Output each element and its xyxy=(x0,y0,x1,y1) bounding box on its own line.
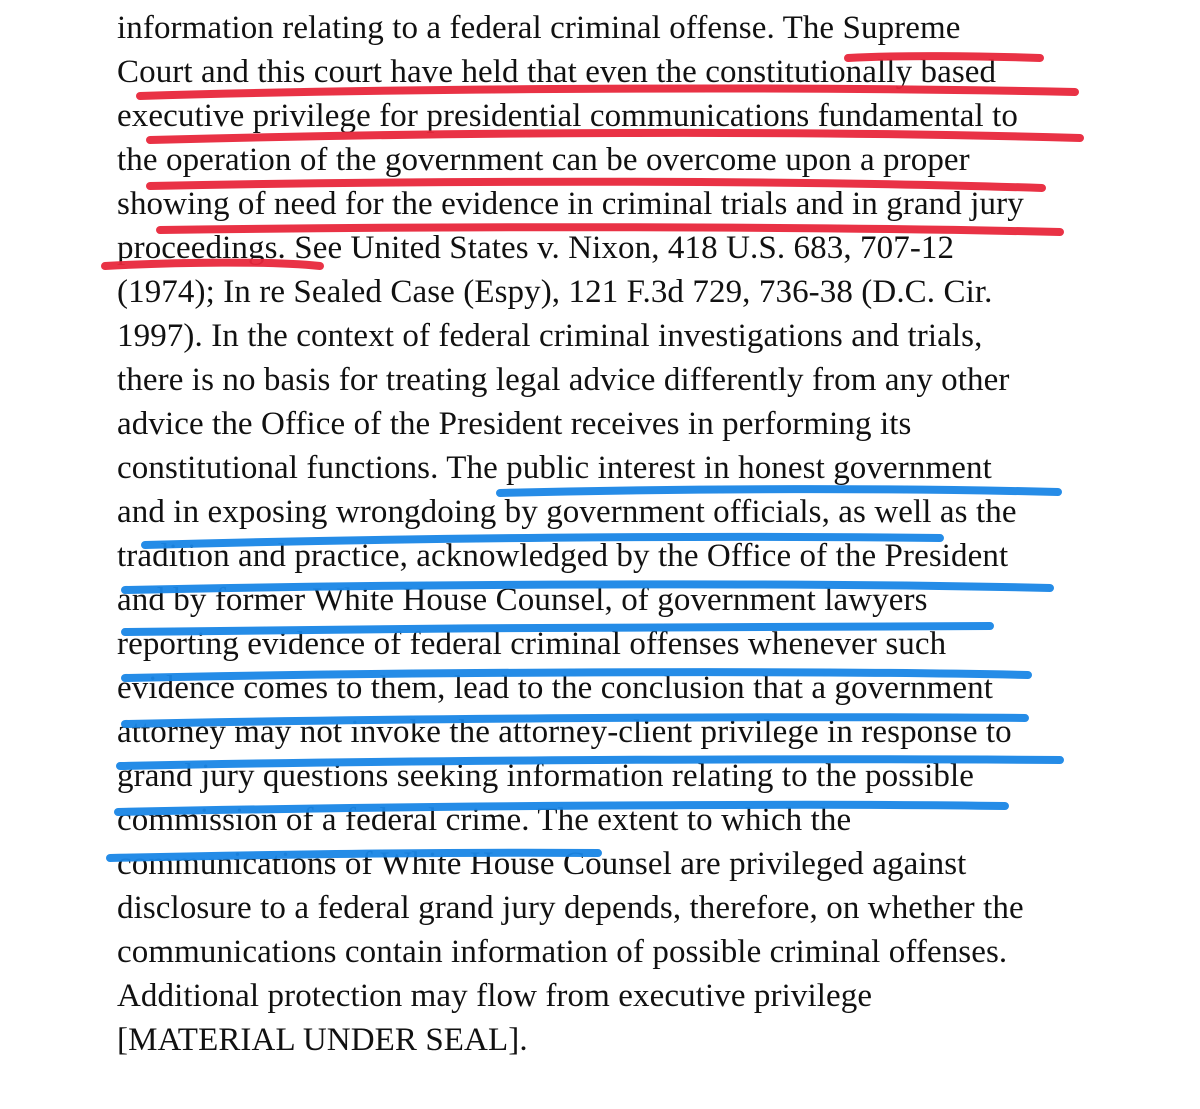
text-line-22: communications contain information of possible criminal offenses. xyxy=(117,934,1008,970)
text-line-6: proceedings. See United States v. Nixon, 418 U.S. 683, 707-12 xyxy=(117,230,955,266)
text-line-24: [MATERIAL UNDER SEAL]. xyxy=(117,1022,528,1058)
text-line-3: executive privilege for presidential communications fundamental to xyxy=(117,98,1018,134)
text-line-12: and in exposing wrongdoing by government officials, as well as the xyxy=(117,494,1017,530)
text-line-21: disclosure to a federal grand jury depends, therefore, on whether the xyxy=(117,890,1024,926)
text-line-10: advice the Office of the President receives in performing its xyxy=(117,406,912,442)
text-line-13: tradition and practice, acknowledged by the Office of the President xyxy=(117,538,1009,574)
text-line-14: and by former White House Counsel, of government lawyers xyxy=(117,582,928,618)
text-line-7: (1974); In re Sealed Case (Espy), 121 F.3d 729, 736-38 (D.C. Cir. xyxy=(117,274,993,310)
text-line-5: showing of need for the evidence in criminal trials and in grand jury xyxy=(117,186,1024,222)
text-line-4: the operation of the government can be overcome upon a proper xyxy=(117,142,970,178)
text-line-23: Additional protection may flow from executive privilege xyxy=(117,978,873,1014)
text-line-20: communications of White House Counsel are privileged against xyxy=(117,846,967,882)
text-line-11: constitutional functions. The public interest in honest government xyxy=(117,450,992,486)
text-line-16: evidence comes to them, lead to the conclusion that a government xyxy=(117,670,994,706)
text-line-2: Court and this court have held that even the constitutionally based xyxy=(117,54,997,90)
text-line-15: reporting evidence of federal criminal offenses whenever such xyxy=(117,626,947,662)
text-line-9: there is no basis for treating legal advice differently from any other xyxy=(117,362,1010,398)
text-line-19: commission of a federal crime. The extent to which the xyxy=(117,802,852,838)
text-line-17: attorney may not invoke the attorney-client privilege in response to xyxy=(117,714,1012,750)
text-line-8: 1997). In the context of federal criminal investigations and trials, xyxy=(117,318,983,354)
text-line-1: information relating to a federal criminal offense. The Supreme xyxy=(117,10,961,46)
text-line-18: grand jury questions seeking information relating to the possible xyxy=(117,758,975,794)
